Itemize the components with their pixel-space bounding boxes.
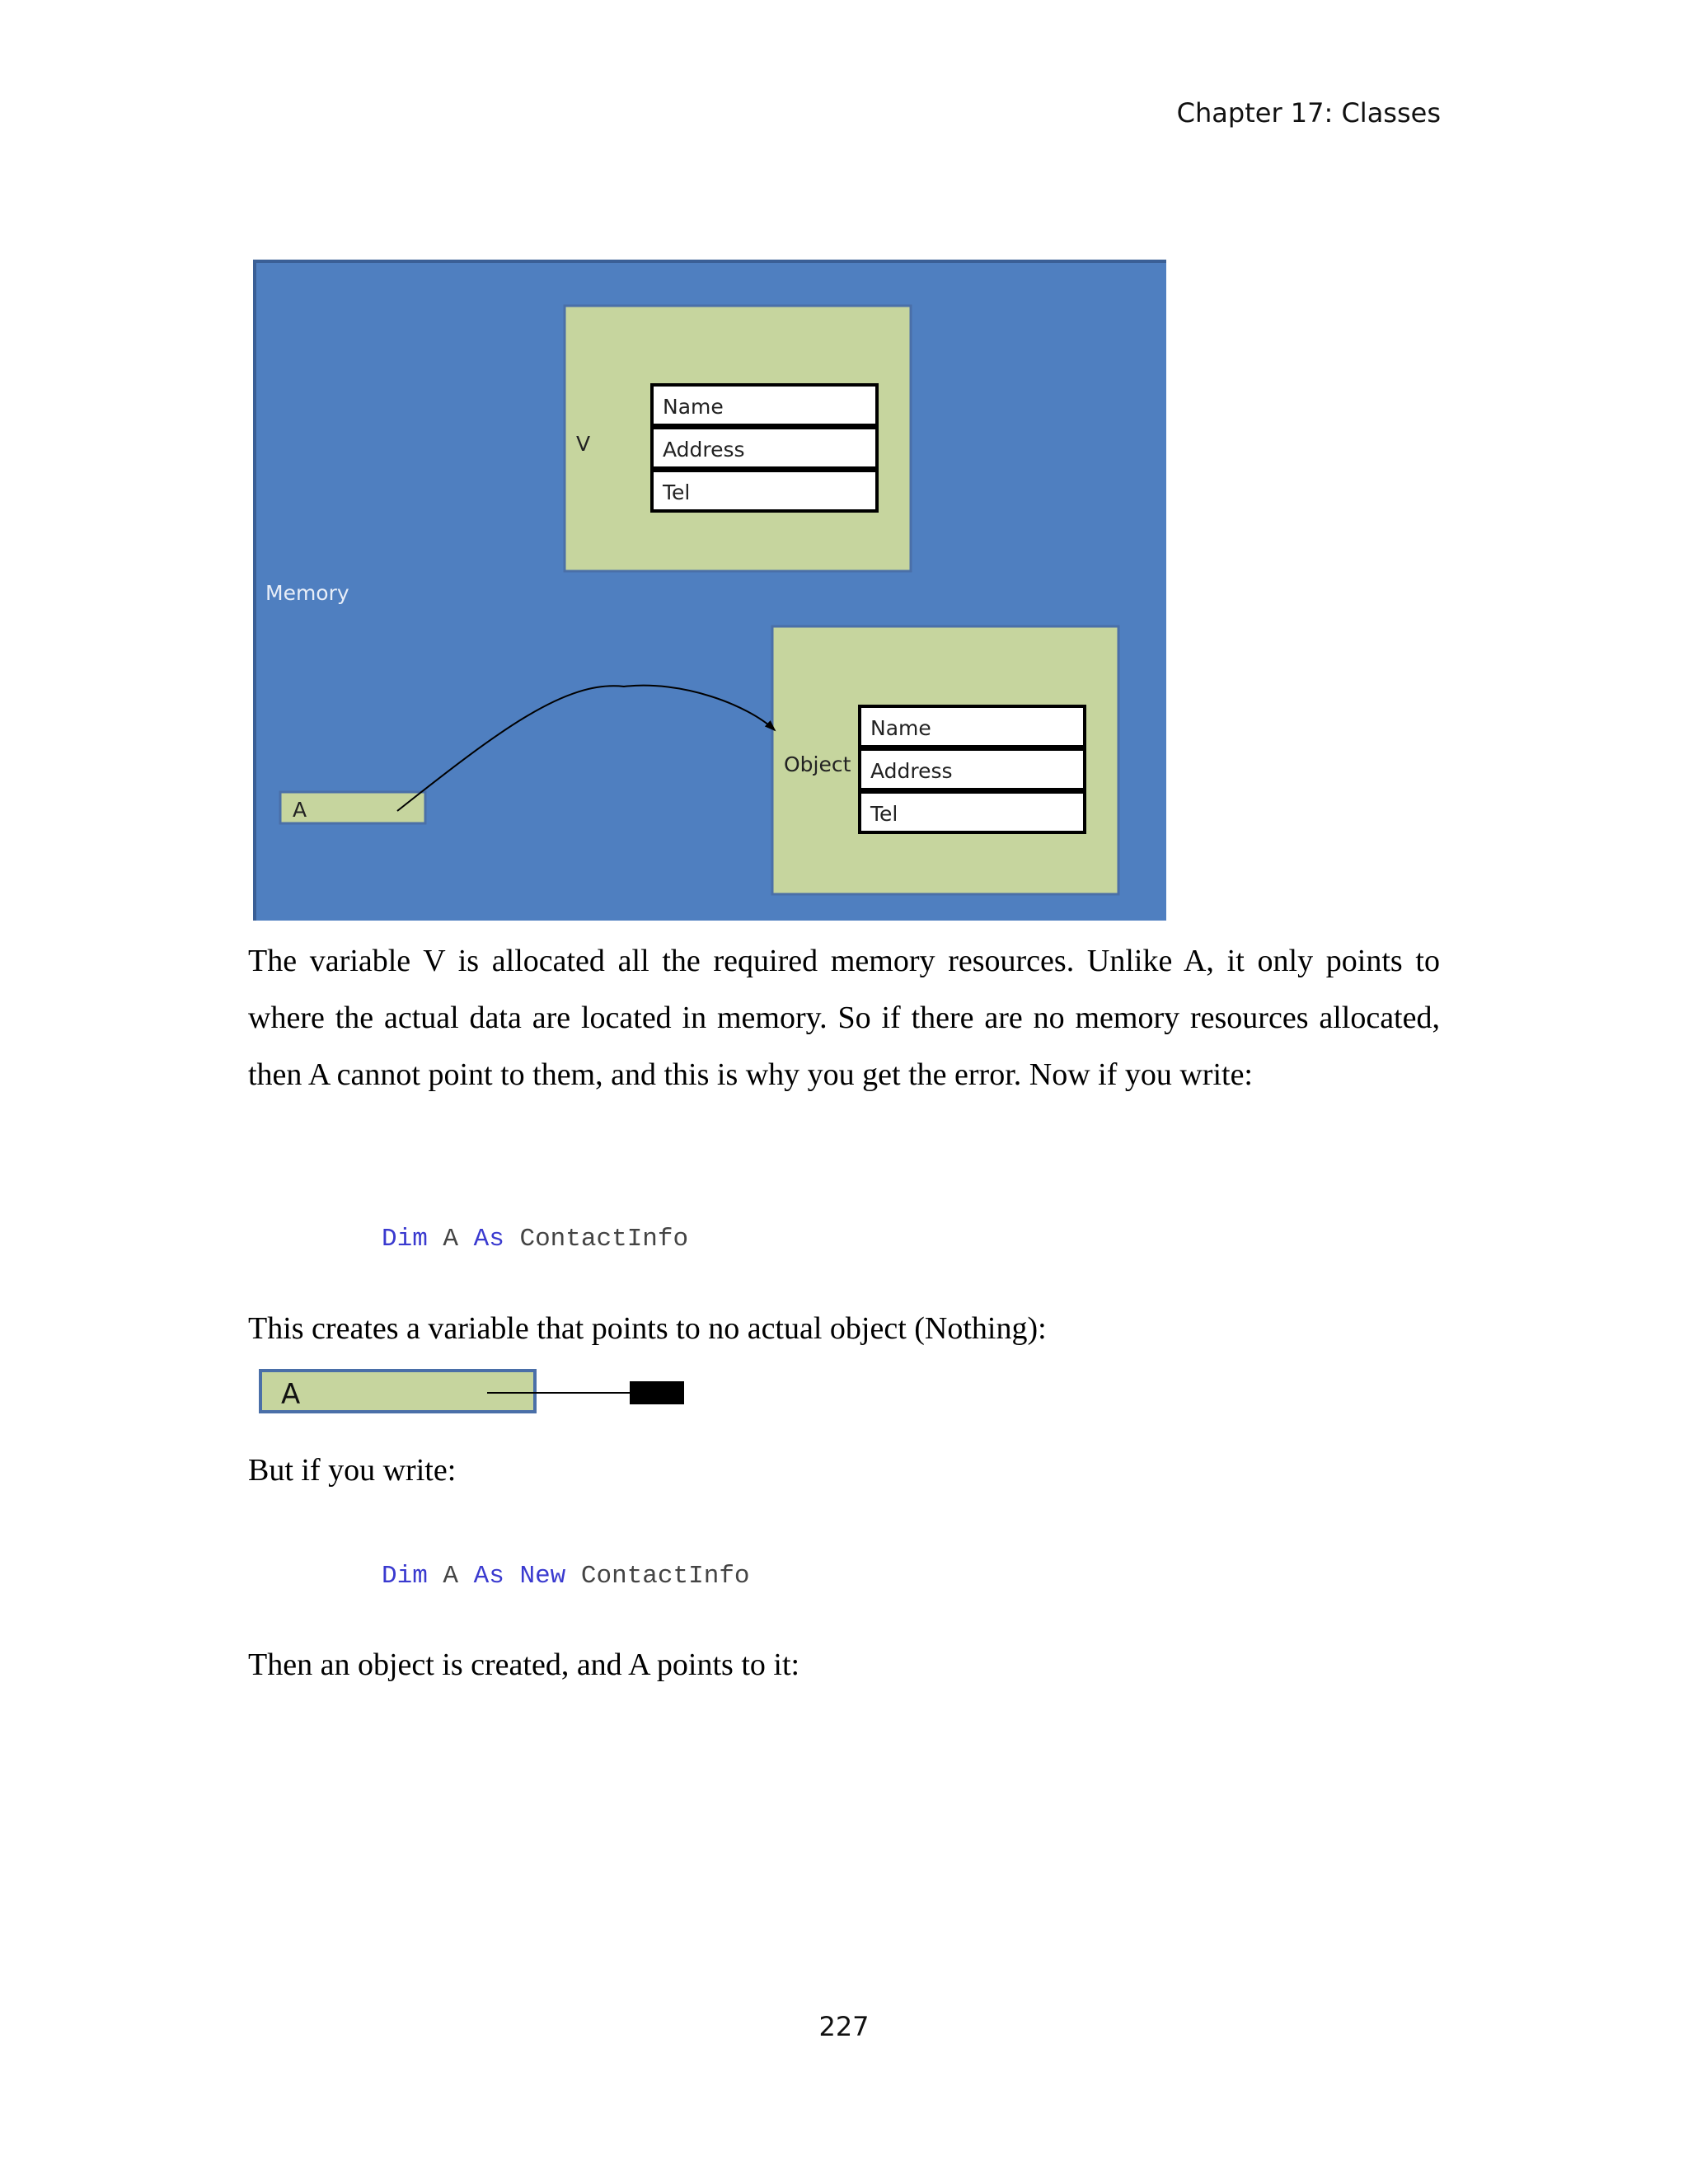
code2-var: A xyxy=(443,1562,459,1591)
v-field-tel-label: Tel xyxy=(663,480,691,504)
memory-diagram xyxy=(253,260,1166,921)
memory-diagram-svg xyxy=(253,260,1166,921)
code-line-1 xyxy=(382,1225,688,1254)
paragraph-1: The variable V is allocated all the required memory resources. Unlike A, it only points to where the actual data are located in memory. So if there are no memory resources allocated, then A cannot point to them, and this is why you get the error. Now if you write: xyxy=(248,944,1440,1092)
paragraph-4: Then an object is created, and A points to it: xyxy=(248,1647,800,1682)
v-field-tel xyxy=(652,471,877,511)
a-label-small: A xyxy=(281,1378,301,1411)
code2-type: ContactInfo xyxy=(580,1562,750,1591)
code-line-2 xyxy=(382,1562,750,1591)
object-field-name-label: Name xyxy=(870,716,931,740)
object-field-address-label: Address xyxy=(870,759,953,783)
object-field-name xyxy=(860,706,1085,747)
object-field-address xyxy=(860,749,1085,790)
memory-label: Memory xyxy=(265,581,349,605)
code1-keyword-as: As xyxy=(473,1225,504,1254)
nothing-block xyxy=(630,1381,684,1404)
code1-type: ContactInfo xyxy=(519,1225,689,1254)
a-label: A xyxy=(293,798,307,822)
code2-keyword-as: As xyxy=(473,1562,504,1591)
nothing-diagram-svg xyxy=(258,1368,687,1418)
paragraph-2: This creates a variable that points to no actual object (Nothing): xyxy=(248,1311,1047,1346)
chapter-header: Chapter 17: Classes xyxy=(1176,97,1441,129)
object-label: Object xyxy=(784,752,851,776)
a-box-small xyxy=(260,1371,535,1412)
code2-keyword-dim: Dim xyxy=(382,1562,428,1591)
paragraph-3: But if you write: xyxy=(248,1453,457,1488)
v-field-name xyxy=(652,385,877,425)
object-field-tel xyxy=(860,792,1085,832)
code1-keyword-dim: Dim xyxy=(382,1225,428,1254)
v-label: V xyxy=(576,432,591,456)
nothing-diagram xyxy=(258,1368,687,1418)
code1-var: A xyxy=(443,1225,459,1254)
v-field-address-label: Address xyxy=(663,438,745,462)
object-field-tel-label: Tel xyxy=(870,802,898,826)
code2-keyword-new: New xyxy=(519,1562,566,1591)
v-field-name-label: Name xyxy=(663,395,724,419)
page-number: 227 xyxy=(818,2011,870,2042)
v-field-address xyxy=(652,428,877,468)
